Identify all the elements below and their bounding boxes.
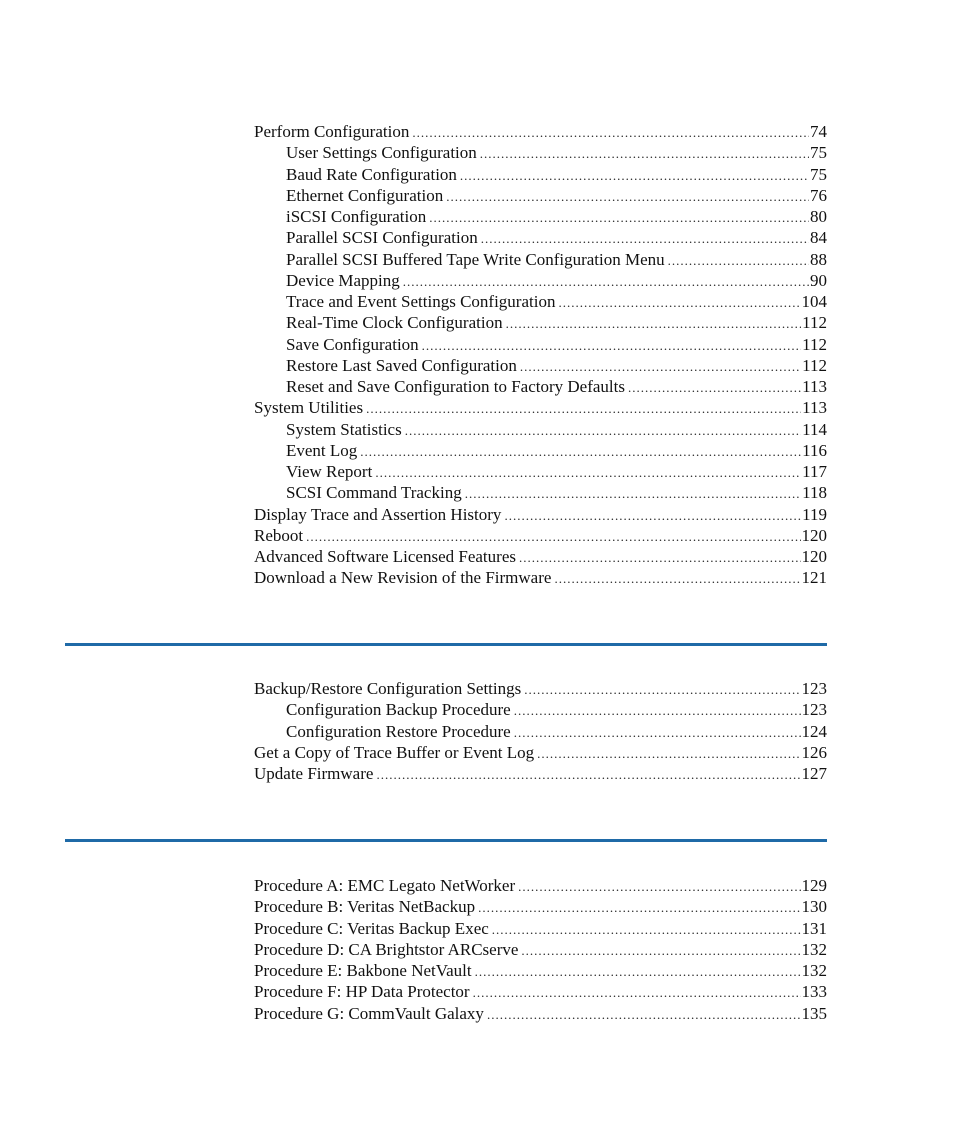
toc-entry-title: Procedure A: EMC Legato NetWorker: [254, 876, 516, 895]
toc-dot-leader: [514, 700, 801, 720]
toc-dot-leader: [519, 547, 801, 567]
toc-entry-page-number: 121: [801, 568, 827, 588]
toc-entry-page-number: 126: [801, 742, 827, 762]
toc-entry-page-number: 120: [801, 525, 827, 545]
toc-dot-leader: [429, 207, 809, 227]
toc-dot-leader: [446, 186, 809, 206]
toc-entry[interactable]: [254, 334, 827, 355]
toc-entry-title: Save Configuration: [286, 334, 419, 354]
toc-dot-leader: [537, 743, 800, 763]
toc-entry-title: Procedure E: Bakbone NetVault: [254, 961, 472, 980]
toc-dot-leader: [487, 1004, 801, 1024]
toc-entry-page-number: 123: [801, 700, 827, 720]
toc-entry-page-number: 90: [810, 270, 827, 290]
section-divider-rule: [65, 643, 827, 646]
toc-entry-page-number: 112: [802, 355, 827, 375]
toc-section-1: [254, 121, 827, 589]
toc-entry[interactable]: [254, 896, 827, 917]
toc-entry-page-number: 123: [801, 679, 827, 698]
toc-entry-page-number: 120: [801, 547, 827, 566]
toc-entry-page-number: 88: [810, 249, 827, 269]
toc-entry-page-number: 76: [810, 185, 827, 205]
toc-section-3: [254, 875, 827, 1024]
toc-entry-title: Trace and Event Settings Configuration: [286, 292, 556, 311]
toc-entry-page-number: 118: [802, 483, 827, 503]
toc-entry[interactable]: [254, 721, 827, 742]
toc-entry-title: Real-Time Clock Configuration: [286, 313, 503, 333]
toc-dot-leader: [360, 441, 801, 461]
toc-entry[interactable]: [254, 291, 827, 312]
toc-entry[interactable]: [254, 960, 827, 981]
toc-dot-leader: [506, 313, 802, 333]
toc-entry-title: Procedure B: Veritas NetBackup: [254, 897, 476, 917]
toc-dot-leader: [481, 228, 809, 248]
toc-entry-title: Event Log: [286, 440, 358, 460]
toc-dot-leader: [524, 679, 800, 699]
toc-entry-page-number: 74: [810, 122, 827, 141]
toc-entry-page-number: 84: [810, 228, 827, 248]
toc-dot-leader: [492, 919, 801, 939]
toc-entry[interactable]: [254, 918, 827, 939]
toc-entry[interactable]: [254, 461, 827, 482]
toc-entry[interactable]: [254, 504, 827, 525]
toc-dot-leader: [460, 165, 809, 185]
toc-entry[interactable]: [254, 546, 827, 567]
toc-entry-title: Ethernet Configuration: [286, 185, 444, 205]
toc-entry-title: Reboot: [254, 525, 304, 545]
toc-entry-page-number: 133: [801, 982, 827, 1002]
toc-dot-leader: [668, 250, 809, 270]
toc-entry-page-number: 75: [810, 164, 827, 184]
toc-entry-page-number: 116: [802, 440, 827, 460]
toc-entry-page-number: 113: [802, 377, 827, 396]
toc-entry-page-number: 119: [802, 504, 827, 524]
toc-section-2: [254, 678, 827, 784]
toc-dot-leader: [465, 483, 801, 503]
toc-entry-title: Procedure C: Veritas Backup Exec: [254, 918, 489, 938]
toc-entry[interactable]: [254, 525, 827, 546]
toc-entry-page-number: 135: [801, 1003, 827, 1023]
toc-entry-title: User Settings Configuration: [286, 143, 477, 163]
toc-dot-leader: [480, 143, 809, 163]
toc-entry-page-number: 112: [802, 334, 827, 354]
toc-dot-leader: [514, 722, 801, 742]
toc-entry[interactable]: [254, 142, 827, 163]
toc-dot-leader: [475, 961, 801, 981]
toc-entry[interactable]: [254, 121, 827, 142]
toc-entry[interactable]: [254, 397, 827, 418]
toc-entry-title: Advanced Software Licensed Features: [254, 547, 516, 566]
toc-entry[interactable]: [254, 699, 827, 720]
toc-entry-title: Configuration Backup Procedure: [286, 700, 511, 720]
toc-entry-title: Perform Configuration: [254, 122, 410, 141]
toc-dot-leader: [478, 897, 800, 917]
toc-dot-leader: [412, 122, 809, 142]
toc-entry[interactable]: [254, 742, 827, 763]
toc-entry[interactable]: [254, 763, 827, 784]
toc-entry-title: SCSI Command Tracking: [286, 483, 462, 503]
toc-entry-title: Backup/Restore Configuration Settings: [254, 679, 522, 698]
toc-entry-title: View Report: [286, 462, 373, 481]
toc-entry-title: Procedure G: CommVault Galaxy: [254, 1003, 484, 1023]
toc-entry[interactable]: [254, 440, 827, 461]
toc-entry-page-number: 127: [801, 764, 827, 783]
toc-entry-title: Procedure F: HP Data Protector: [254, 982, 470, 1002]
toc-entry-title: Get a Copy of Trace Buffer or Event Log: [254, 742, 535, 762]
toc-entry-title: Configuration Restore Procedure: [286, 721, 511, 741]
toc-entry[interactable]: [254, 355, 827, 376]
toc-entry-page-number: 112: [802, 313, 827, 333]
toc-dot-leader: [306, 526, 800, 546]
toc-entry-title: Restore Last Saved Configuration: [286, 355, 517, 375]
toc-dot-leader: [554, 568, 800, 588]
toc-dot-leader: [375, 462, 801, 482]
toc-entry-page-number: 75: [810, 143, 827, 163]
toc-entry[interactable]: [254, 939, 827, 960]
toc-entry[interactable]: [254, 206, 827, 227]
toc-entry-page-number: 131: [801, 918, 827, 938]
section-divider-rule: [65, 839, 827, 842]
toc-entry-title: Reset and Save Configuration to Factory Defaults: [286, 377, 625, 396]
toc-entry-title: Parallel SCSI Configuration: [286, 228, 478, 248]
toc-entry[interactable]: [254, 164, 827, 185]
toc-dot-leader: [521, 940, 800, 960]
toc-dot-leader: [422, 335, 801, 355]
toc-entry-title: Device Mapping: [286, 270, 400, 290]
toc-entry-page-number: 130: [801, 897, 827, 917]
toc-entry-title: System Statistics: [286, 419, 402, 439]
toc-dot-leader: [366, 398, 801, 418]
toc-entry-title: Update Firmware: [254, 764, 374, 783]
toc-dot-leader: [504, 505, 801, 525]
toc-entry-page-number: 132: [801, 939, 827, 959]
toc-entry-title: Download a New Revision of the Firmware: [254, 568, 552, 588]
toc-entry-title: Baud Rate Configuration: [286, 164, 457, 184]
toc-dot-leader: [558, 292, 800, 312]
toc-entry-title: System Utilities: [254, 398, 364, 418]
toc-entry-title: Procedure D: CA Brightstor ARCserve: [254, 939, 519, 959]
toc-dot-leader: [403, 271, 809, 291]
toc-entry[interactable]: [254, 567, 827, 588]
toc-entry[interactable]: [254, 678, 827, 699]
toc-entry-title: Parallel SCSI Buffered Tape Write Configuration Menu: [286, 249, 665, 269]
toc-dot-leader: [628, 377, 801, 397]
toc-entry[interactable]: [254, 419, 827, 440]
toc-entry-page-number: 117: [802, 462, 827, 481]
toc-dot-leader: [518, 876, 800, 896]
toc-entry[interactable]: [254, 312, 827, 333]
toc-entry-page-number: 124: [801, 721, 827, 741]
toc-entry[interactable]: [254, 185, 827, 206]
toc-entry[interactable]: [254, 249, 827, 270]
toc-dot-leader: [405, 420, 801, 440]
toc-entry[interactable]: [254, 875, 827, 896]
toc-dot-leader: [520, 356, 801, 376]
toc-entry-title: Display Trace and Assertion History: [254, 504, 502, 524]
toc-entry-page-number: 132: [801, 961, 827, 980]
toc-entry[interactable]: [254, 482, 827, 503]
toc-entry-page-number: 129: [801, 876, 827, 895]
toc-entry-page-number: 114: [802, 419, 827, 439]
toc-entry[interactable]: [254, 981, 827, 1002]
toc-dot-leader: [376, 764, 800, 784]
toc-entry[interactable]: [254, 1003, 827, 1024]
toc-entry-title: iSCSI Configuration: [286, 207, 427, 226]
toc-entry-page-number: 104: [801, 292, 827, 311]
toc-entry[interactable]: [254, 227, 827, 248]
toc-entry[interactable]: [254, 270, 827, 291]
toc-entry[interactable]: [254, 376, 827, 397]
toc-entry-page-number: 113: [802, 398, 827, 418]
toc-entry-page-number: 80: [810, 207, 827, 226]
toc-dot-leader: [473, 982, 801, 1002]
